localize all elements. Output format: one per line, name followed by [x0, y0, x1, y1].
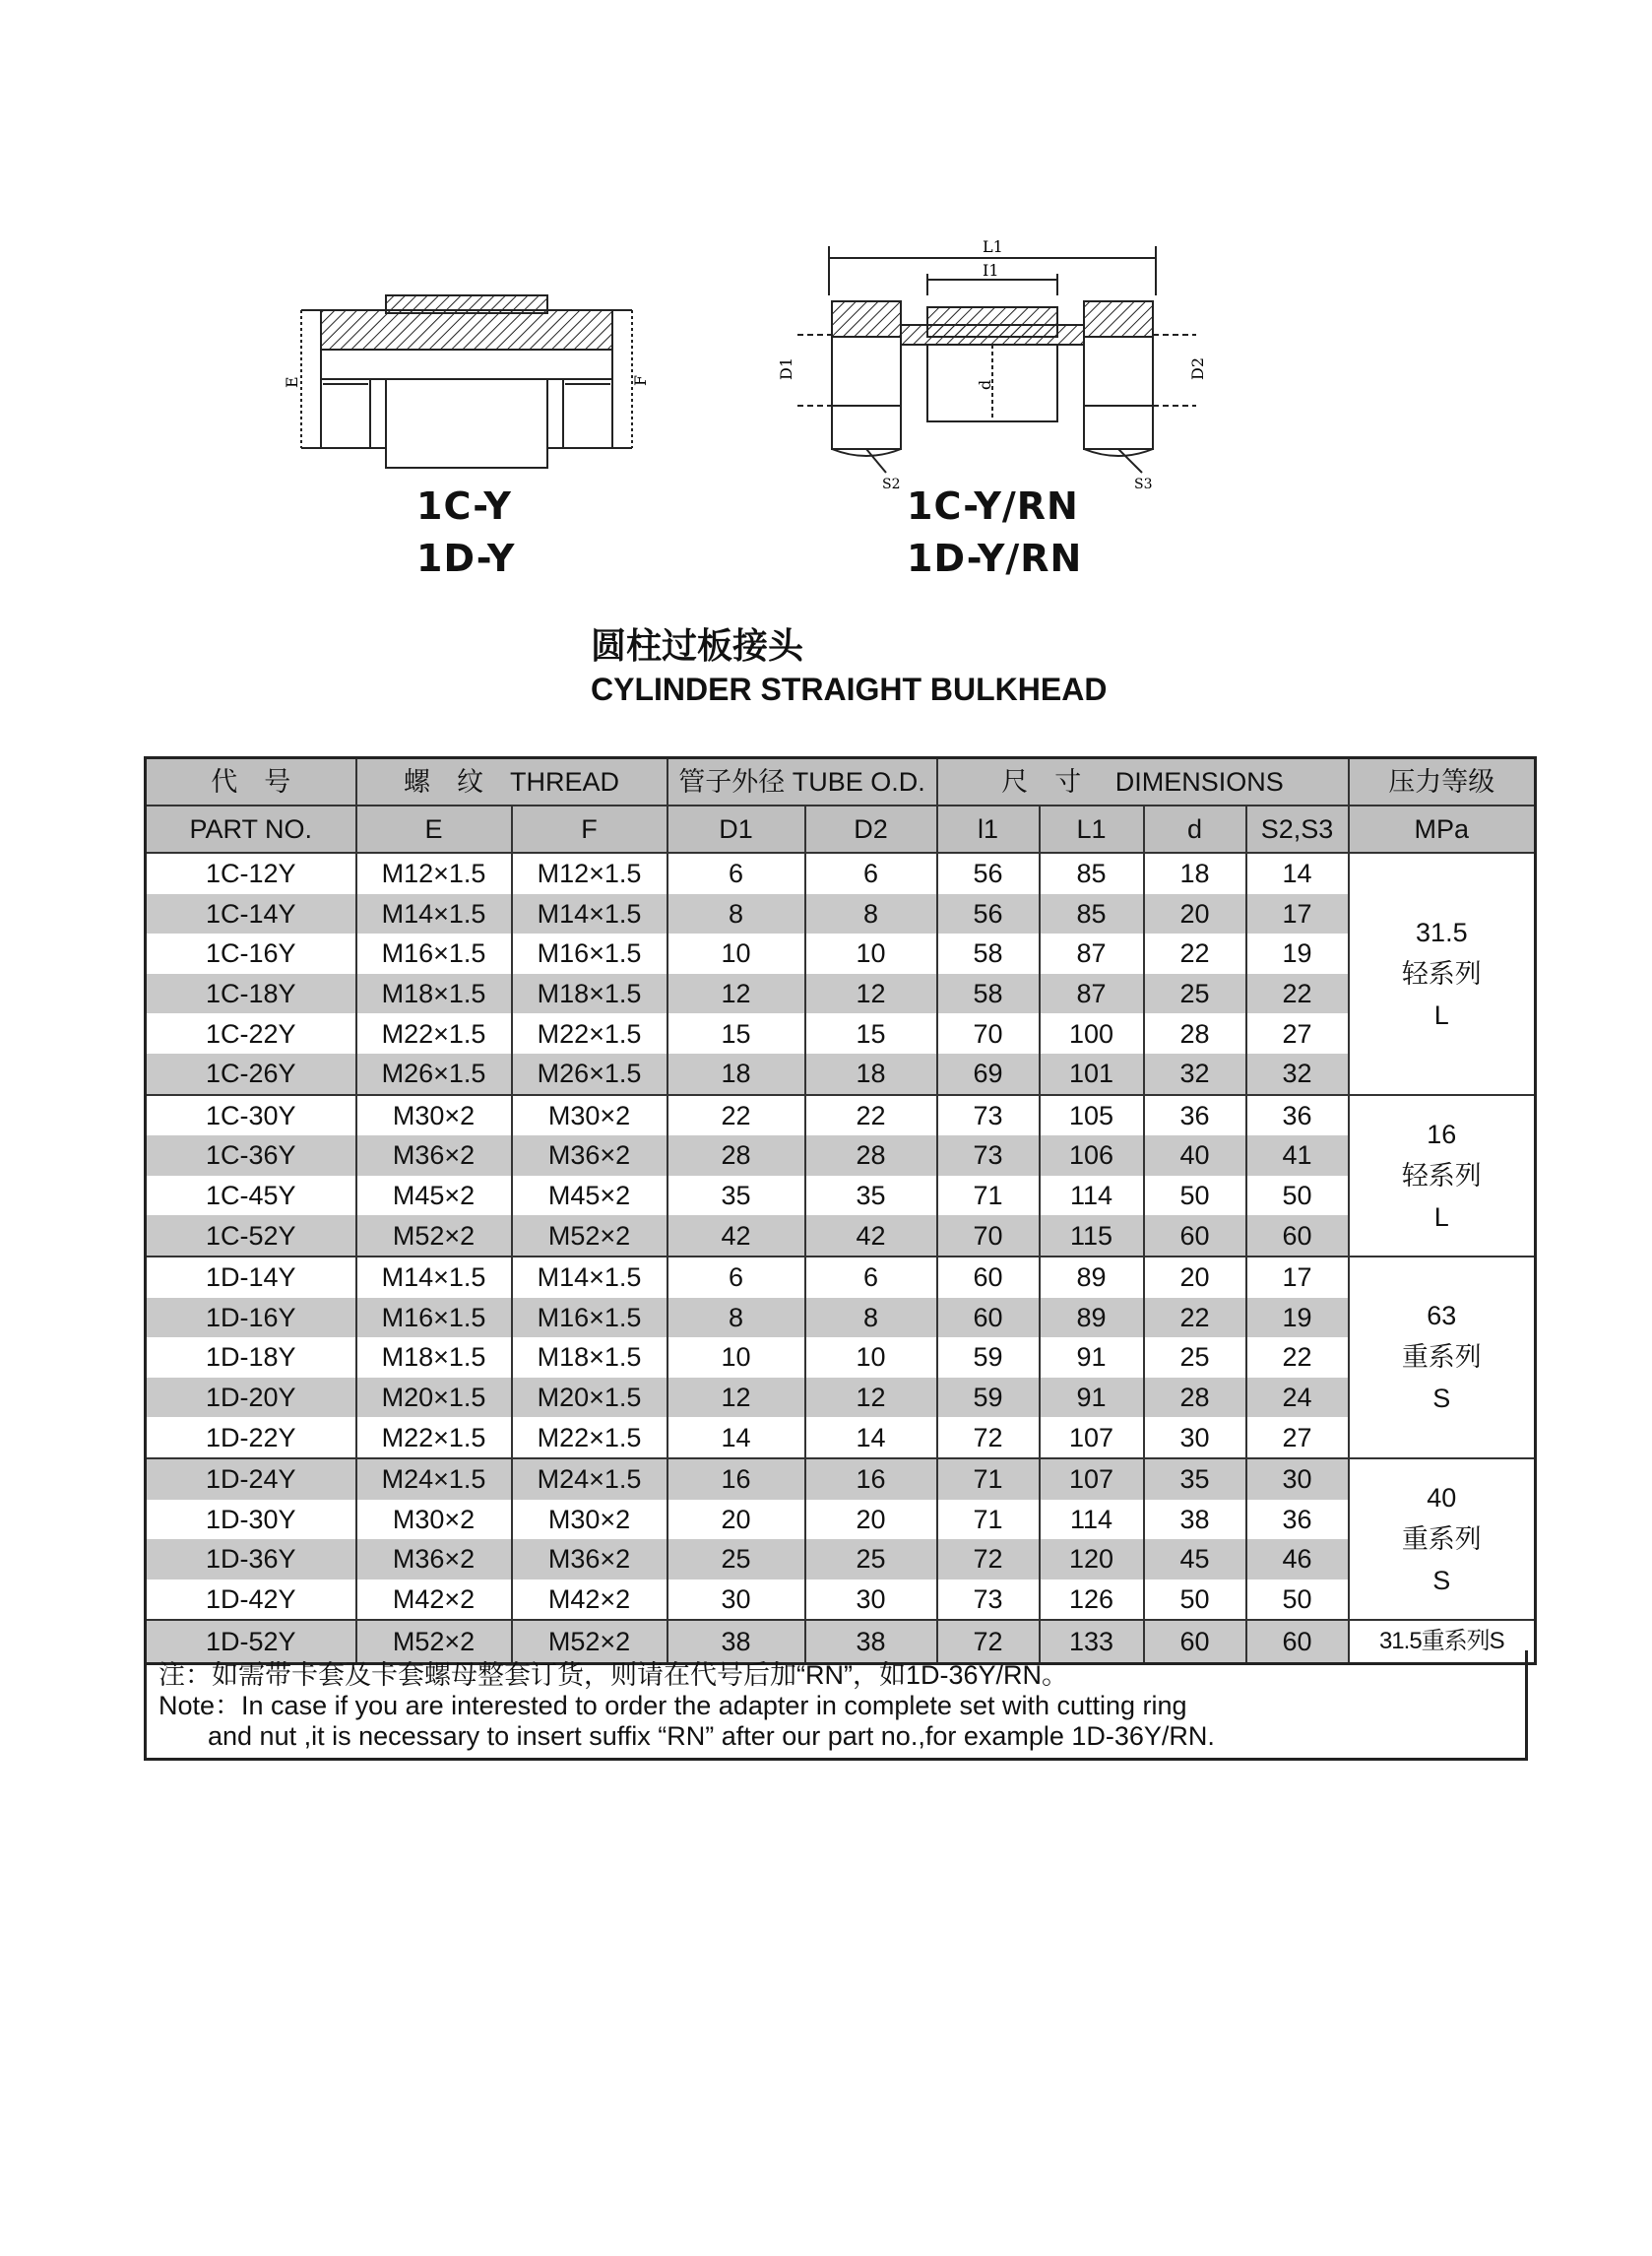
table-cell: 105	[1040, 1095, 1144, 1136]
table-cell: 58	[937, 934, 1040, 974]
table-cell: 8	[805, 894, 937, 935]
table-cell: 73	[937, 1579, 1040, 1621]
table-cell: 56	[937, 894, 1040, 935]
table-cell: 35	[1144, 1458, 1246, 1500]
mark-D2: D2	[1188, 356, 1207, 380]
title-english: CYLINDER STRAIGHT BULKHEAD	[591, 672, 1108, 707]
col-dimensions: 尺 寸 DIMENSIONS	[937, 758, 1349, 806]
table-cell: 1C-22Y	[146, 1013, 356, 1054]
table-cell: 72	[937, 1620, 1040, 1664]
mark-L1: L1	[983, 237, 1003, 256]
table-cell: 15	[667, 1013, 805, 1054]
pressure-line: 40	[1427, 1483, 1457, 1514]
table-cell: 60	[937, 1298, 1040, 1338]
table-cell: 42	[805, 1215, 937, 1257]
table-cell: 60	[1144, 1620, 1246, 1664]
table-cell: 25	[1144, 974, 1246, 1014]
table-cell: 107	[1040, 1458, 1144, 1500]
pressure-line: 重系列	[1401, 1342, 1482, 1373]
table-cell: M16×1.5	[512, 934, 667, 974]
label-1c-y: 1C-Y	[416, 484, 512, 528]
table-cell: 85	[1040, 853, 1144, 894]
mark-D1: D1	[777, 356, 795, 380]
table-cell: 38	[1144, 1500, 1246, 1540]
table-row	[146, 1337, 1536, 1378]
table-cell: 22	[805, 1095, 937, 1136]
table-cell: 25	[805, 1539, 937, 1579]
table-cell: 8	[667, 894, 805, 935]
table-cell: 35	[667, 1176, 805, 1216]
table-cell: 71	[937, 1458, 1040, 1500]
table-cell: 1D-36Y	[146, 1539, 356, 1579]
table-cell: 70	[937, 1215, 1040, 1257]
table-row	[146, 1579, 1536, 1621]
table-cell: 14	[667, 1417, 805, 1458]
col-e: E	[356, 806, 512, 853]
assembly-drawing-right	[797, 246, 1196, 473]
table-cell: 1C-16Y	[146, 934, 356, 974]
table-cell: 25	[1144, 1337, 1246, 1378]
pressure-line: 31.5	[1416, 917, 1468, 947]
table-cell: 20	[805, 1500, 937, 1540]
table-cell: 45	[1144, 1539, 1246, 1579]
spec-table	[144, 756, 1537, 1665]
table-cell: 100	[1040, 1013, 1144, 1054]
table-cell: 22	[1144, 934, 1246, 974]
table-cell: 16	[805, 1458, 937, 1500]
table-cell: 73	[937, 1135, 1040, 1176]
table-cell: 69	[937, 1054, 1040, 1095]
table-cell: M14×1.5	[356, 894, 512, 935]
table-cell: 87	[1040, 934, 1144, 974]
table-cell: 19	[1246, 934, 1349, 974]
table-row	[146, 1378, 1536, 1418]
table-cell: M22×1.5	[512, 1013, 667, 1054]
table-cell: 16	[667, 1458, 805, 1500]
table-cell: M52×2	[512, 1215, 667, 1257]
table-row	[146, 1215, 1536, 1257]
table-cell: M12×1.5	[356, 853, 512, 894]
table-cell: 17	[1246, 1257, 1349, 1298]
table-cell: 6	[805, 853, 937, 894]
fitting-drawings	[283, 236, 1231, 492]
note-chinese: 注：如需带卡套及卡套螺母整套订货，则请在代号后加“RN”，如1D-36Y/RN。	[159, 1660, 1069, 1690]
table-cell: 115	[1040, 1215, 1144, 1257]
table-cell: 22	[1246, 1337, 1349, 1378]
table-cell: 14	[805, 1417, 937, 1458]
table-cell: 28	[1144, 1378, 1246, 1418]
table-cell: 1D-42Y	[146, 1579, 356, 1621]
table-cell: 17	[1246, 894, 1349, 935]
col-pressure: 压力等级	[1349, 758, 1536, 806]
table-cell: M22×1.5	[512, 1417, 667, 1458]
table-cell: 36	[1144, 1095, 1246, 1136]
note-english-line1: Note：In case if you are interested to order the adapter in complete set with cutting ring	[159, 1691, 1187, 1720]
table-cell: 1C-52Y	[146, 1215, 356, 1257]
table-cell: M16×1.5	[356, 934, 512, 974]
table-cell: 72	[937, 1417, 1040, 1458]
table-cell: 120	[1040, 1539, 1144, 1579]
table-cell: M45×2	[512, 1176, 667, 1216]
table-cell: 46	[1246, 1539, 1349, 1579]
table-cell: 18	[1144, 853, 1246, 894]
table-cell: M52×2	[512, 1620, 667, 1664]
table-cell: 1C-18Y	[146, 974, 356, 1014]
table-cell: M16×1.5	[512, 1298, 667, 1338]
table-cell: 25	[667, 1539, 805, 1579]
table-cell: 30	[667, 1579, 805, 1621]
table-cell: 91	[1040, 1337, 1144, 1378]
table-cell: 1C-45Y	[146, 1176, 356, 1216]
table-cell: M36×2	[512, 1539, 667, 1579]
pressure-line: 重系列	[1401, 1524, 1482, 1555]
table-cell: 1C-36Y	[146, 1135, 356, 1176]
table-cell: 32	[1246, 1054, 1349, 1095]
table-row	[146, 1458, 1536, 1500]
table-cell: 1C-14Y	[146, 894, 356, 935]
table-row	[146, 1095, 1536, 1136]
table-cell: 14	[1246, 853, 1349, 894]
table-row	[146, 1417, 1536, 1458]
table-cell: 1D-30Y	[146, 1500, 356, 1540]
mark-S3: S3	[1134, 477, 1153, 492]
col-mpa: MPa	[1349, 806, 1536, 853]
table-cell: 10	[667, 1337, 805, 1378]
table-row	[146, 1176, 1536, 1216]
pressure-line: S	[1432, 1384, 1451, 1414]
pressure-line: 16	[1427, 1119, 1457, 1149]
col-d: d	[1144, 806, 1246, 853]
table-cell: M30×2	[356, 1095, 512, 1136]
mark-F: F	[631, 374, 650, 386]
table-cell: 114	[1040, 1500, 1144, 1540]
table-cell: M52×2	[356, 1215, 512, 1257]
table-cell: 42	[667, 1215, 805, 1257]
table-cell: 133	[1040, 1620, 1144, 1664]
table-cell: 60	[937, 1257, 1040, 1298]
table-cell: 91	[1040, 1378, 1144, 1418]
table-cell: 60	[1144, 1215, 1246, 1257]
table-cell: 1D-24Y	[146, 1458, 356, 1500]
table-cell: 72	[937, 1539, 1040, 1579]
table-body	[146, 853, 1536, 1664]
table-cell: 1D-52Y	[146, 1620, 356, 1664]
table-cell: M14×1.5	[356, 1257, 512, 1298]
table-cell: M42×2	[512, 1579, 667, 1621]
table-cell: M36×2	[356, 1539, 512, 1579]
col-d1: D1	[667, 806, 805, 853]
label-1d-y-rn: 1D-Y/RN	[907, 537, 1083, 580]
mark-l1: I1	[983, 261, 999, 280]
table-cell: 71	[937, 1176, 1040, 1216]
table-cell: 32	[1144, 1054, 1246, 1095]
table-cell: M12×1.5	[512, 853, 667, 894]
table-cell: 15	[805, 1013, 937, 1054]
table-cell: 10	[667, 934, 805, 974]
table-cell: 60	[1246, 1620, 1349, 1664]
note-english-line2: and nut ,it is necessary to insert suffix “RN” after our part no.,for example 1D-36Y/RN.	[208, 1721, 1215, 1751]
table-cell: 10	[805, 934, 937, 974]
table-cell: 71	[937, 1500, 1040, 1540]
table-cell: 24	[1246, 1378, 1349, 1418]
pressure-line: 轻系列	[1401, 1160, 1482, 1191]
col-code: 代 号	[146, 758, 356, 806]
table-cell: 18	[667, 1054, 805, 1095]
table-cell: M14×1.5	[512, 894, 667, 935]
table-cell: 114	[1040, 1176, 1144, 1216]
table-cell: 50	[1246, 1579, 1349, 1621]
table-cell: M26×1.5	[356, 1054, 512, 1095]
table-cell: 50	[1144, 1579, 1246, 1621]
table-cell: 35	[805, 1176, 937, 1216]
table-cell: 85	[1040, 894, 1144, 935]
table-cell: M30×2	[512, 1500, 667, 1540]
table-cell: M20×1.5	[512, 1378, 667, 1418]
table-cell: 10	[805, 1337, 937, 1378]
table-cell: 27	[1246, 1013, 1349, 1054]
col-d2: D2	[805, 806, 937, 853]
table-cell: 8	[667, 1298, 805, 1338]
header-row-1	[146, 758, 1536, 806]
table-cell: 19	[1246, 1298, 1349, 1338]
table-row	[146, 894, 1536, 935]
table-cell: 12	[805, 974, 937, 1014]
table-cell: M30×2	[512, 1095, 667, 1136]
table-cell: 107	[1040, 1417, 1144, 1458]
col-thread: 螺 纹 THREAD	[356, 758, 667, 806]
table-cell: 28	[805, 1135, 937, 1176]
table-cell: M42×2	[356, 1579, 512, 1621]
table-cell: M18×1.5	[512, 1337, 667, 1378]
table-cell: M16×1.5	[356, 1298, 512, 1338]
table-cell: 41	[1246, 1135, 1349, 1176]
table-cell: 30	[1246, 1458, 1349, 1500]
table-cell: M18×1.5	[356, 974, 512, 1014]
table-cell: 50	[1246, 1176, 1349, 1216]
table-cell: 89	[1040, 1298, 1144, 1338]
pressure-line: S	[1432, 1566, 1451, 1596]
title-chinese: 圆柱过板接头	[591, 626, 804, 667]
pressure-line: L	[1433, 1201, 1449, 1232]
table-cell: 30	[805, 1579, 937, 1621]
table-cell: M18×1.5	[512, 974, 667, 1014]
table-cell: 20	[1144, 1257, 1246, 1298]
mark-S2: S2	[882, 477, 901, 492]
table-cell: M22×1.5	[356, 1013, 512, 1054]
table-cell: 12	[667, 974, 805, 1014]
pressure-line: 63	[1427, 1301, 1457, 1331]
table-cell: M20×1.5	[356, 1378, 512, 1418]
table-cell: 126	[1040, 1579, 1144, 1621]
table-cell: 6	[805, 1257, 937, 1298]
table-cell: M14×1.5	[512, 1257, 667, 1298]
table-row	[146, 1257, 1536, 1298]
table-cell: 36	[1246, 1095, 1349, 1136]
table-cell: 1D-18Y	[146, 1337, 356, 1378]
table-cell: 30	[1144, 1417, 1246, 1458]
table-cell: 59	[937, 1337, 1040, 1378]
table-cell: 87	[1040, 974, 1144, 1014]
table-cell: M22×1.5	[356, 1417, 512, 1458]
table-cell: 12	[805, 1378, 937, 1418]
mark-d: d	[976, 379, 994, 390]
body-drawing-left	[301, 295, 632, 468]
table-cell: 28	[667, 1135, 805, 1176]
table-cell: 8	[805, 1298, 937, 1338]
table-cell: 38	[667, 1620, 805, 1664]
table-row	[146, 1013, 1536, 1054]
spec-table-wrap	[144, 756, 1534, 1665]
table-cell: M36×2	[356, 1135, 512, 1176]
table-cell: M24×1.5	[356, 1458, 512, 1500]
table-cell: M36×2	[512, 1135, 667, 1176]
label-1c-y-rn: 1C-Y/RN	[907, 484, 1079, 528]
pressure-line: 31.5重系列S	[1378, 1628, 1504, 1655]
table-row	[146, 974, 1536, 1014]
col-l1: L1	[1040, 806, 1144, 853]
col-f: F	[512, 806, 667, 853]
table-row	[146, 934, 1536, 974]
table-cell: 22	[1246, 974, 1349, 1014]
table-cell: 36	[1246, 1500, 1349, 1540]
table-row	[146, 1054, 1536, 1095]
table-cell: 1D-16Y	[146, 1298, 356, 1338]
mark-E: E	[283, 376, 301, 388]
table-cell: 27	[1246, 1417, 1349, 1458]
note-box	[144, 1650, 1528, 1761]
table-cell: 40	[1144, 1135, 1246, 1176]
col-tube-od: 管子外径 TUBE O.D.	[667, 758, 937, 806]
pressure-group-cell	[1349, 853, 1536, 1095]
pressure-group-cell	[1349, 1095, 1536, 1257]
table-cell: 20	[1144, 894, 1246, 935]
table-cell: M30×2	[356, 1500, 512, 1540]
table-cell: 22	[1144, 1298, 1246, 1338]
table-cell: 60	[1246, 1215, 1349, 1257]
col-part-no: PART NO.	[146, 806, 356, 853]
table-cell: M45×2	[356, 1176, 512, 1216]
table-cell: 1D-20Y	[146, 1378, 356, 1418]
table-cell: 1D-22Y	[146, 1417, 356, 1458]
table-cell: 20	[667, 1500, 805, 1540]
table-row	[146, 853, 1536, 894]
col-s2s3: S2,S3	[1246, 806, 1349, 853]
table-cell: 50	[1144, 1176, 1246, 1216]
table-cell: 106	[1040, 1135, 1144, 1176]
table-cell: 58	[937, 974, 1040, 1014]
table-cell: M24×1.5	[512, 1458, 667, 1500]
table-cell: M18×1.5	[356, 1337, 512, 1378]
table-cell: 101	[1040, 1054, 1144, 1095]
pressure-line: L	[1433, 999, 1449, 1030]
pressure-group-cell	[1349, 1257, 1536, 1458]
label-1d-y: 1D-Y	[416, 537, 516, 580]
header-row-2	[146, 806, 1536, 853]
table-cell: 22	[667, 1095, 805, 1136]
table-cell: 56	[937, 853, 1040, 894]
table-cell: 1D-14Y	[146, 1257, 356, 1298]
table-cell: 6	[667, 853, 805, 894]
col-l1-small: l1	[937, 806, 1040, 853]
table-cell: 1C-12Y	[146, 853, 356, 894]
table-cell: 1C-26Y	[146, 1054, 356, 1095]
pressure-line: 轻系列	[1401, 958, 1482, 989]
table-cell: 38	[805, 1620, 937, 1664]
table-cell: 6	[667, 1257, 805, 1298]
table-cell: 12	[667, 1378, 805, 1418]
table-cell: M26×1.5	[512, 1054, 667, 1095]
table-cell: 1C-30Y	[146, 1095, 356, 1136]
pressure-group-cell	[1349, 1458, 1536, 1620]
table-cell: 18	[805, 1054, 937, 1095]
table-row	[146, 1539, 1536, 1579]
table-cell: 73	[937, 1095, 1040, 1136]
table-row	[146, 1135, 1536, 1176]
table-cell: 89	[1040, 1257, 1144, 1298]
table-cell: M52×2	[356, 1620, 512, 1664]
table-row	[146, 1500, 1536, 1540]
table-row	[146, 1298, 1536, 1338]
table-cell: 28	[1144, 1013, 1246, 1054]
table-cell: 59	[937, 1378, 1040, 1418]
table-cell: 70	[937, 1013, 1040, 1054]
